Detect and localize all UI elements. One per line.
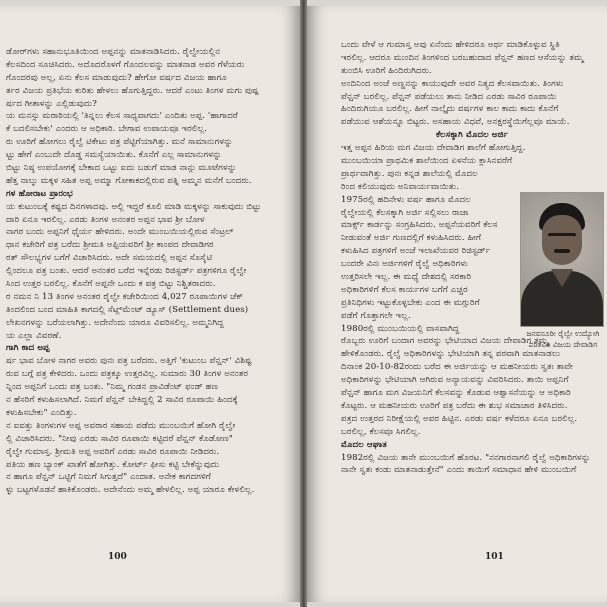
text-line: ಲ್ಲಿ ವಿಚಾರಿಸಿದರು. "ನೀವು ಎರಡು ಸಾವಿರ ರೂಪಾಯಿ ಕಟ್ಟಿದರೆ ಪೆನ್ಷನ್ ಕೊಡೋಣ" xyxy=(6,433,233,444)
text-line: ಮುಂಬಯಿಯಾ ಪ್ರಾಥಮಿಕ ಶಾಲೆಯಿಂದ ಏಳನೆಯ ಕ್ಲಾಸಿನವರೆಗೆ xyxy=(341,156,513,167)
text-line: ರ್ತರ ವಿಜಯ ಪ್ರತಿಭೆಯ ಕುರಿತು ಹೇಳಲು ಹೊಗುತ್ತಿದ್ದರು. ಆದರೆ ಎಂಟು ತಿಂಗಳ ಮಗು ಪುಷ್ಪ xyxy=(6,85,259,96)
text-line: 1982ರಲ್ಲಿ ವಿಜಯ ತಾನೇ ಮುಂಬಯಿಗೆ ಹೊರಟ. "ನನಗಾರನಾಗಲಿ ರೈಲ್ವೆ ಅಧಿಕಾರಿಗಳನ್ನು xyxy=(341,452,591,463)
text-line: ತುಂಬಿಸಿ ಊರಿಗೆ ಹಿಂದಿರುಗಿದರು. xyxy=(341,65,432,76)
text-line: ಮಾರ್ಕ್ಸ್ ಕಾರ್ಡನ್ನು ಸಂಗ್ರಹಿಸಿದರು. ಅಪ್ಪನೆಯವರಿಗೆ ಕೆಲಸ xyxy=(341,220,498,231)
text-line: ಕೆ ಬದಲಿಸಬೇಕು' ಎಂದರು ಆ ಅಧಿಕಾರಿ. ಬೇಗಾವ ಉಪಾಯವೂ ಇರಲಿಲ್ಲ. xyxy=(6,124,207,135)
text-line: ಳ್ಳು ಬಟ್ಟಗಳೊಡನೆ ಹಾಕಿಕೊಂಡರು. ಅದೇನೆಂದು ಅಮ್ಮ ಹೇಳಲಿಲ್ಲ. ಅಪ್ಪ ಯಾರೂ ಕೇಳಲಿಲ್ಲ. xyxy=(6,485,255,496)
text-line: ಬಿಟ್ಟು ನಿಷ್ಠ ಉಪಯೋಗಕ್ಕೆ ಬೇಕಾದ ಒಟ್ಟು ಐದು ಬಡುಗೆ ಮಾಡ ನಾನ್ಗು ಮೂಟೆಗಳನ್ನು xyxy=(6,163,237,174)
text-line: ಪ್ರತಿನಿಧಿಗಳು ಇಟ್ಟುಕೊಳ್ಳಬೇಕು ಎಂದ ಈ ಮಗ್ಗುರಿಗೆ xyxy=(341,297,480,308)
text-line: ಗೊಂದರವು ಅಲ್ಲ, ಏನು ಕೆಲಸ ಮಾಡುವುದು? ಹೇಗೋ ವರ್ಷದ ವಿಜಯ ಹಾಗೂ xyxy=(6,72,227,83)
text-line: ಕೆಲಸದಿಂದ ಸೂಚಿಸಿದರು. ಅದೊದರೊಳಗೆ ಗೊಂದಲವನ್ನು ಮಾತನಾಡ ಅವರ ಗೆಳೆಯರು xyxy=(6,59,245,70)
section-heading: ಕೆಲಸಕ್ಕಾಗಿ ಮೊದಲ ಅರ್ಜಿ xyxy=(435,130,509,141)
text-line: ನೀಡುವಂತೆ ಅರ್ಜಿ ಗುಣದಲ್ಲಿಗೆ ಕಳುಹಿಸಿದರು. ಹೀಗೆ xyxy=(341,233,482,244)
text-line: ರೊಬ್ಬರು ಊರಿಗೆ ಬಂದಾಗ ಅವರನ್ನು ಭೇಟಿಯಾದ ವಿಜಯ ದೇವಾಡಿಗ ತಮ್ಮ xyxy=(341,336,549,347)
book-gutter xyxy=(300,0,307,607)
text-line: ಅಧಿಕಾರಿಗಳಿಗೆ ಕೆಲಸ ಕಾರ್ಯಗಳ ಬಗೆಗೆ ಎಚ್ಚರ xyxy=(341,284,468,295)
text-line: ಇರಲಿಲ್ಲ. ಆದರೂ ಮುಂದಿನ ತಿಂಗಳಿಂದ ಬರಬಹುದಾದ ಪೆನ್ಷನ್ ಹಣದ ಆಸೆಯನ್ನು ತಮ್ಮ xyxy=(341,52,584,63)
text-line: ಯ ಎಲ್ಲಾ ವಿವರಣೆ. xyxy=(6,330,62,341)
text-line: ಹಿಂದಿರುಗಿಯೂ ಬರಲಿಲ್ಲ. ಹೀಗೆ ನಾಲ್ಕೈದು ವರ್ಷಗಳ ಕಾಲ ಕಾದು ಕಾದು ಕೊನೆಗೆ xyxy=(341,104,559,115)
text-line: ಬಂದರೇ ವಿನಃ ಅರ್ಜಿಗಳಿಗೆ ರೈಲ್ವೆ ಅಧಿಕಾರಿಗಳು xyxy=(341,259,468,270)
left-page-body xyxy=(6,46,294,497)
text-line: ಯ ಕುಟುಂಬಕ್ಕೆ ಕಷ್ಟದ ದಿನಗಳಾದವು. ಅಲ್ಲಿ ಇದ್ದರೆ ಕೂಲಿ ಮಾಡಿ ಮಕ್ಕಳನ್ನು ಸಾಕುವುದು ಬಿಟ್ಟು xyxy=(6,201,262,212)
left-page-number: 100 xyxy=(108,552,127,562)
text-line: ನ ಹೆಸರಿಗೆ ಕಳುಹಿಸಲಾಗಿದೆ. ನಿಮಗೆ ಪೆನ್ಷನ್ ಬೇಕಿದ್ದಲ್ಲಿ 2 ಸಾವಿರ ರೂಪಾಯಿ ಹಿಂದಕ್ಕೆ xyxy=(6,395,238,406)
text-line: ಲ್ಲಿಂದಲೂ ಪತ್ರ ಬಂತು. ಆದರೆ ಅನಂತರ ಬರೆದ ಇನ್ನೆರಡು ರಿಜಿಸ್ಟರ್ಡ್ ಪತ್ರಗಳಿಗೂ ರೈಲ್ವೇ xyxy=(6,266,247,277)
text-line: ನಾಗರ ಬಂದು ಅಪ್ಪನಿಗೆ ಧೈರ್ಯ ಹೇಳಿದರು. ಅಂದೇ ಮುಂಬಯಿಯಲ್ಲಿರುವ ಸೆಂಟ್ರಲ್ xyxy=(6,227,234,238)
text-line: ಒಂದು ವೇಳೆ ಆ ಗುಮಾಸ್ತ ಅವು ಏನೆಂದು ಹೇಳಿದರೂ ಅರ್ಥ ಮಾಡಿಕೊಳ್ಳುವ ಸ್ಥಿತಿ xyxy=(341,40,560,50)
text-line: ಪ್ರಾರ್ಥವಾಗಿತ್ತು. ಪುನಃ ಕನ್ನಡ ಶಾಲೆಯಲ್ಲಿ ಮೊದಲ xyxy=(341,168,478,179)
text-line: ಅಧಿಕಾರಿಗಳನ್ನು ಭೇಟಿಯಾಗಿ ಆಗಿರುವ ಅನ್ಯಾಯವನ್ನು ವಿವರಿಸಿದರು. ತಾಯಿ ಅಪ್ಪನಿಗೆ xyxy=(341,375,569,386)
text-line: ಪತಿಯ ಹಣ ಬ್ಯಾಂಕ್ ಖಾತೆಗೆ ಹೋಗಿತ್ತು. ಕೋರ್ಟ್ ಫೀಸು ಕಟ್ಟಿ ಬೇಕೆನ್ನುವುದು xyxy=(6,459,220,470)
text-line: ಪತ್ರದ ಉತ್ತರದ ನಿರೀಕ್ಷೆಯಲ್ಲಿ ಅವರ ಹಿಟ್ಟಿನ. ಎರಡು ವರ್ಷ ಕಳೆದರೂ ಏನೂ ಬರಲಿಲ್ಲ. xyxy=(341,413,578,424)
text-line: ಪೆನ್ಷನ್ ಬರಲಿಲ್ಲ. ಪೆನ್ಷನ್ ಪಡೆಯಲು ತಾನು ನೀಡಿದ ಎರಡು ಸಾವಿರ ರೂಪಾಯಿ xyxy=(341,91,557,102)
text-line: ಹೇಳಿಕೊಂಡರು. ರೈಲ್ವೆ ಅಧಿಕಾರಿಗಳನ್ನು ಭೇಟಿಯಾಗಿ ತನ್ನ ಪರವಾಗಿ ಮಾತನಾಡಲು xyxy=(341,349,561,360)
text-line: ಡೋರ್‌ಗಳು ಸಹಾನುಭೂತಿಯಿಂದ ಅಪ್ಪನನ್ನು ಮಾತನಾಡಿಸಿದರು. ರೈಲ್ವೇಯಲ್ಲಿನ xyxy=(6,47,220,57)
text-line: ಪಡೆಗೆ ಗೊತ್ತಾಗಲೇ ಇಲ್ಲ. xyxy=(341,310,411,321)
text-line: ದಿನಾಂಕ 20-10-82ರಂದು ಬರೆದ ಈ ಅರ್ಜಿಯನ್ನು ಆ ಮಹನೀಯರು ಸ್ವತಃ ತಾವೇ xyxy=(341,362,573,373)
portrait-photo xyxy=(520,192,604,327)
right-page-number: 101 xyxy=(485,552,504,562)
text-line: ಬರಲಿಲ್ಲ, ಕೆಲಸವೂ ಸಿಗಲಿಲ್ಲ. xyxy=(341,426,421,437)
text-line: ಕೊಟ್ಟರು. ಆ ಮಹನೀಯರು ಊರಿಗೆ ಪತ್ರ ಬರೆದು ಈ ಶುಭ ಸಮಾಚಾರ ತಿಳಿಸಿದರು. xyxy=(341,400,568,411)
text-line: ನಾನೇ ಸ್ವತಃ ಕಂಡು ಮಾತನಾಡುತ್ತೇನೆ" ಎಂದು ತಾಯಿಗೆ ಸಮಾಧಾನ ಹೇಳಿ ಮುಂಬಯಿಗೆ xyxy=(341,465,577,476)
text-line: ರ ನಮನ ನಿ 13 ತಿಂಗಳ ಅನಂತರ ರೈಲ್ವೇ ಕಚೇರಿಯಿಂದ 4,027 ರೂಪಾಯಿಗಳ ಚೆಕ್ xyxy=(6,291,244,302)
text-line: 1975ರಲ್ಲಿ ಹದಿನೇಳು ವರ್ಷ ಹಾಗೂ ಮೊದಲ xyxy=(341,194,471,205)
text-line: ರುವ ಬಗ್ಗೆ ಪತ್ರ ಕೇಳಿದರು. ಒಂದು ಪತ್ರಕ್ಕೂ ಉತ್ತರವಿಲ್ಲ. ಸುಮಾರು 30 ತಿಂಗಳ ಅನಂತರ xyxy=(6,369,249,380)
text-line: ರು ಊರಿಗೆ ಹೋಗಲು ರೈಲ್ವೆ ಟಿಕೇಟು ಪತ್ರ ಪೆಟ್ಟಿಗೆಯಾಗಿತ್ತು. ಮನೆ ಸಾಮಾನುಗಳನ್ನು xyxy=(6,137,233,148)
photo-caption-line-1: ಜನವಸೂರೀ ರೈಲ್ವೇ ಉದ್ಯೋಗಿ xyxy=(526,329,600,338)
text-line: ಧಾನ ಕಚೇರಿಗೆ ಪತ್ರ ಬರೆದು ಶ್ರೀಮತಿ ಅಪ್ಪಿಯವರಿಗೆ ಶ್ರೀ ಕಾಂಪದ ದೇವಾಡಿಗರ xyxy=(6,240,214,251)
section-heading: ಗಳ ಹೋರಾಟ ಪ್ರಾರಂಭ xyxy=(6,188,73,199)
text-line: ಪೆನ್ಷನ್ ಹಾಗೂ ಮಗ ವಿಜಯನಿಗೆ ಕೆಲಸವನ್ನು ಕೊಡುವ ಆಶ್ವಾಸನೆಯನ್ನು ಆ ಅಧಿಕಾರಿ xyxy=(341,388,571,399)
text-line: ನ ಹಾಗೂ ಪೆನ್ಷನ್ ಒಟ್ಟಿಗೆ ನಿಮಗೆ ಸಿಗುತ್ತದೆ" ಎಂದಾತ. ಅನೇಕ ಕಾಗದಗಳಿಗೆ xyxy=(6,472,211,483)
text-line: ನ್ನಿಂದ ಅಪ್ಪನಿಗೆ ಒಂದು ಪತ್ರ ಬಂತು. "ನಿಮ್ಮ ಗಂಡನ ಪ್ರಾವಿಡೆಂಟ್ ಫಂಡ್ ಹಣ xyxy=(6,382,218,393)
left-page xyxy=(0,6,300,602)
photo-eyes xyxy=(548,233,576,240)
text-line: ಉತ್ತರಿಸಲೇ ಇಲ್ಲ. ಈ ಮಧ್ಯೆ ದೇಶದಲ್ಲಿ ಸರಕಾರಿ xyxy=(341,272,472,283)
photo-caption-line-2: ಪರಿತವಿತಿ ವಿಜಯ ದೇವಾಡಿಗ xyxy=(528,340,598,349)
text-line: ಕಳುಹಿಸಬೇಕು" ಎಂದಿತ್ತು. xyxy=(6,407,77,418)
text-line: ಇತ್ತ ಅಪ್ಪನ ಹಿರಿಯ ಮಗ ವಿಜಯ ದೇವಾಡಿಗ ಶಾಲೆಗೆ ಹೋಗುತ್ತಿದ್ದ. xyxy=(341,143,526,154)
text-line: ರತ್ ಸೌಲಭ್ಯಗಳ ಬಗೆಗೆ ವಿಚಾರಿಸಿದರು. ಅದೇ ಸಮಯದಲ್ಲಿ ಅಪ್ಪನ ಸೊಸೈಟಿ xyxy=(6,253,213,264)
text-line: ಲೇಖನಗಳನ್ನು ಬರೆಯಲಾಗಿತ್ತು. ಅದೇನೆಂದು ಯಾರೂ ವಿವರಿಸಲಿಲ್ಲ. ಅಮ್ಮನಿಗಿದ್ದ xyxy=(6,317,224,328)
text-line: ರೈಲ್ವೇ ಗುಮಾಸ್ತ. ಶ್ರೀಮತಿ ಅಪ್ಪ ಅವರಿಗೆ ಎರಡು ಸಾವಿರ ರೂಪಾಯಿ ನೀಡಿದರು. xyxy=(6,446,220,457)
text-line: ಅಂದಿನಿಂದ ಅಂಚೆ ಅಣ್ಣನನ್ನು ಕಾಯುವುದೇ ಅವರ ನಿತ್ಯದ ಕೆಲಸವಾಯಿತು. ತಿಂಗಳು xyxy=(341,78,564,89)
text-line: ಯ ಮನಸ್ಸು ಮರಾಠಿಯಲ್ಲಿ 'ತಿನ್ನಲು ಕೆಲಸ ಸಾಧ್ಯವಾಗದು' ಎಂದಿತು ಅಪ್ಪ. 'ಹಾಗಾದರೆ xyxy=(6,111,238,122)
text-line: ಟ್ಟು ಹೇಗೆ ಎಂಬುದೇ ದೊಡ್ಡ ಸಮಸ್ಯೆಯಾಯಿತು. ಕೊನೆಗೆ ಎಲ್ಲ ಸಾಮಾನುಗಳನ್ನು xyxy=(6,150,222,161)
text-line: ರಿಂದ ಕಲಿಯುವುದು ಅನಿವಾರ್ಯವಾಯಿತು. xyxy=(341,181,460,192)
text-line: 1980ರಲ್ಲಿ ಮುಂಬಯಿಯಲ್ಲಿ ವಾಸವಾಗಿದ್ದ xyxy=(341,323,460,334)
text-line: ನ ಐವತ್ತು ತಿಂಗಳುಗಳ ಅಪ್ಪ ಅವರಾರ ಸಹಾಯ ಪಡೆದು ಮುಂಬಯಿಗೆ ಹೋಗಿ ರೈಲ್ವೇ xyxy=(6,420,236,431)
section-heading: ಮೊದಲ ಆಘಾತ xyxy=(341,439,387,450)
text-line: ರೈಲ್ವೇಯಲ್ಲಿ ಕೆಲಸಕ್ಕಾಗಿ ಅರ್ಜಿ ಸಲ್ಲಿಸಲು ರಾಜಾ xyxy=(341,207,469,218)
section-heading: ಗಾಗಿ ಕಾದ ಅಪ್ಪ xyxy=(6,343,50,354)
text-line: ರ್ಷದ ಗೀತಾಳನ್ನು ಎಲ್ಲಿಡುವುದು? xyxy=(6,98,97,109)
text-line: ಪಡೆಯುವ ಆಶೆಯನ್ನೂ ಬಿಟ್ಟರು. ಅಸಹಾಯ ವಿಧವೆ, ಅನಕ್ಷರಸ್ಥೆಯಿಗೆಲ್ಲವೂ ಮಾಯೆ. xyxy=(341,117,570,128)
text-line: ದಾರಿ ಏನೂ ಇರಲಿಲ್ಲ. ಎರಡು ತಿಂಗಳ ಅನಂತರ ಅಪ್ಪನ ಭಾವ ಶ್ರೀ ಬೋಳ xyxy=(6,214,205,225)
text-line: ಸಿಂದ ಉತ್ತರ ಬರಲಿಲ್ಲ. ಕೊನೆಗೆ ಅಪ್ಪನೇ ಒಂದು ಕ ಪತ್ರ ಬಿಟ್ಟು ನಿಶ್ಚಿತರಾದರು. xyxy=(6,279,216,290)
photo-mustache xyxy=(554,249,570,253)
text-line: ತಿಂದಲಿಂದ ಬಂದ ಮಾಹಿತಿ ಕಾಗದಲ್ಲಿ ಸೆಟ್ಲ್‌ಮೆಂಟ್ ಡ್ಯೂಸ್ (Settlement dues) xyxy=(6,304,249,315)
text-line: ರ್ಷ ಭಾವ ಬೋಳ ನಾಗರ ಅವರು ಪುನಃ ಪತ್ರ ಬರೆದರು. ಅತ್ತಿಗೆ 'ಕುಟುಂಬ ಪೆನ್ಷನ್' ವಿಶಿಷ್ಟ xyxy=(6,356,252,367)
photo-face xyxy=(542,215,582,265)
photo-caption xyxy=(520,328,606,350)
text-line: ಕಳುಹಿಸಿದ ಪತ್ರಗಳಿಗೆ ಅಂಚೆ ಇಲಾಖೆಯವರ ರಿಜಿಸ್ಟರ್ಡ್ xyxy=(341,246,491,257)
text-line: ಹೆತ್ತ ನಾಲ್ಕು ಮಕ್ಕಳ ಸಹಿತ ಅಪ್ಪ ಅಮ್ಮಾ ಗೋಕಾಕದಲ್ಲಿರುವ ಪತ್ನಿ ಅಮ್ಮನ ಮನೆಗೆ ಬಂದರು. xyxy=(6,175,252,186)
